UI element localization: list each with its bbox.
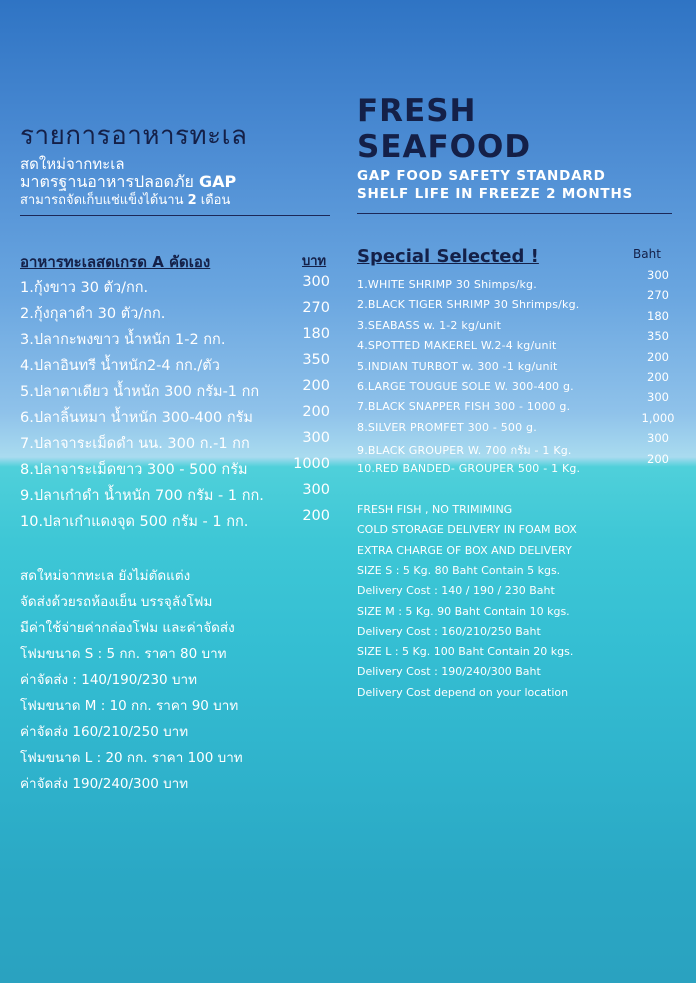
english-header-divider [357,213,672,214]
thai-note-line: ค่าจัดส่ง : 140/190/230 บาท [20,672,197,688]
english-menu-item-name: 4.SPOTTED MAKEREL W.2-4 kg/unit [357,339,557,353]
english-menu-item-price: 200 [647,370,669,384]
english-menu-item-price: 270 [647,288,669,303]
thai-menu-item-price: 300 [302,482,330,498]
english-menu-item-name: 3.SEABASS w. 1-2 kg/unit [357,318,502,332]
thai-subtitle-shelf-life [20,189,230,210]
thai-menu-unit: บาท [302,254,327,269]
thai-menu-item-name: 2.กุ้งกุลาดำ 30 ตัว/กก. [20,306,166,322]
english-menu-item-name: 9.BLACK GROUPER W. 700 กรัม - 1 Kg. [357,444,572,458]
english-note-line: Delivery Cost : 190/240/300 Baht [357,665,541,679]
english-menu-item-name: 5.INDIAN TURBOT w. 300 -1 kg/unit [357,359,558,373]
english-menu-item-name: 6.LARGE TOUGUE SOLE W. 300-400 g. [357,380,574,393]
english-subtitle-gap: GAP FOOD SAFETY STANDARD [357,168,606,184]
thai-shelf-text: สามารถจัดเก็บแช่แข็งได้นาน [20,193,188,208]
english-subtitle-shelf-life: SHELF LIFE IN FREEZE 2 MONTHS [357,186,634,202]
english-menu-item-price: 200 [647,451,669,466]
thai-menu-item-name: 6.ปลาลิ้นหมา น้ำหนัก 300-400 กรัม [20,410,253,426]
thai-menu-item-price: 300 [302,430,330,446]
thai-menu-item-name: 3.ปลากะพงขาว น้ำหนัก 1-2 กก. [20,332,226,348]
thai-menu-item-name: 7.ปลาจาระเม็ดดำ นน. 300 ก.-1 กก [20,436,250,452]
thai-note-line: จัดส่งด้วยรถห้องเย็น บรรจุลังโฟม [20,594,213,610]
english-title-line2: SEAFOOD [357,129,532,165]
thai-gap-bold: GAP [198,172,237,191]
english-menu-item-price: 200 [647,349,669,364]
thai-title: รายการอาหารทะเล [20,121,248,151]
english-note-line: SIZE M : 5 Kg. 90 Baht Contain 10 kgs. [357,604,570,618]
thai-note-line: ค่าจัดส่ง 190/240/300 บาท [20,776,189,792]
english-menu-item-price: 300 [647,431,669,446]
english-menu-item-price: 1,000 [641,410,675,425]
thai-menu-item-name: 4.ปลาอินทรี น้ำหนัก2-4 กก./ตัว [20,358,220,374]
thai-menu-item-price: 270 [302,300,330,316]
thai-note-line: มีค่าใช้จ่ายค่ากล่องโฟม และค่าจัดส่ง [20,620,235,636]
english-menu-item-name: 10.RED BANDED- GROUPER 500 - 1 Kg. [357,461,581,475]
english-menu-item-name: 8.SILVER PROMFET 300 - 500 g. [357,420,537,434]
english-note-line: SIZE S : 5 Kg. 80 Baht Contain 5 kgs. [357,563,561,577]
thai-note-line: โฟมขนาด L : 20 กก. ราคา 100 บาท [20,750,243,766]
thai-menu-heading: อาหารทะเลสดเกรด A คัดเอง [20,253,211,271]
thai-menu-item-price: 1000 [293,456,330,472]
english-note-line: SIZE L : 5 Kg. 100 Baht Contain 20 kgs. [357,645,574,659]
english-note-line: EXTRA CHARGE OF BOX AND DELIVERY [357,543,572,557]
thai-shelf-bold: 2 [187,193,197,208]
english-menu-item-name: 1.WHITE SHRIMP 30 Shimps/kg. [357,278,537,291]
english-title-line1: FRESH [357,93,477,129]
thai-menu-item-price: 200 [302,404,330,420]
thai-menu-item-name: 9.ปลาเก๋าดำ น้ำหนัก 700 กรัม - 1 กก. [20,488,264,504]
english-menu-heading: Special Selected ! [357,246,539,267]
thai-menu-item-name: 10.ปลาเก๋าแดงจุด 500 กรัม - 1 กก. [20,514,249,530]
thai-note-line: โฟมขนาด S : 5 กก. ราคา 80 บาท [20,646,227,662]
thai-subtitle-fresh: สดใหม่จากทะเล [20,155,125,173]
thai-note-line: โฟมขนาด M : 10 กก. ราคา 90 บาท [20,698,239,714]
thai-menu-item-price: 300 [302,274,330,290]
thai-menu-item-price: 350 [302,352,330,368]
english-note-line: COLD STORAGE DELIVERY IN FOAM BOX [357,523,577,537]
thai-menu-item-name: 1.กุ้งขาว 30 ตัว/กก. [20,280,149,296]
english-menu-item-price: 300 [647,268,669,282]
english-note-line: Delivery Cost : 160/210/250 Baht [357,624,541,638]
thai-shelf-suffix: เดือน [196,193,231,208]
thai-menu-item-price: 200 [302,508,330,524]
thai-menu-item-name: 8.ปลาจาระเม็ดขาว 300 - 500 กรัม [20,462,248,478]
english-menu-item-name: 7.BLACK SNAPPER FISH 300 - 1000 g. [357,400,571,414]
thai-menu-item-price: 200 [302,378,330,394]
thai-menu-item-name: 5.ปลาตาเดียว น้ำหนัก 300 กรัม-1 กก [20,384,260,400]
english-menu-unit: Baht [633,247,661,261]
thai-menu-item-price: 180 [302,326,330,342]
english-menu-item-name: 2.BLACK TIGER SHRIMP 30 Shrimps/kg. [357,298,580,312]
thai-note-line: ค่าจัดส่ง 160/210/250 บาท [20,724,189,740]
english-menu-item-price: 180 [647,308,669,323]
english-note-line: Delivery Cost depend on your location [357,685,569,699]
thai-gap-text: มาตรฐานอาหารปลอดภัย [20,172,199,191]
english-menu-item-price: 300 [647,390,669,405]
thai-header-divider [20,215,330,216]
english-note-line: Delivery Cost : 140 / 190 / 230 Baht [357,584,555,598]
thai-note-line: สดใหม่จากทะเล ยังไม่ตัดแต่ง [20,568,191,584]
english-note-line: FRESH FISH , NO TRIMIMING [357,503,513,516]
english-menu-item-price: 350 [647,329,669,344]
